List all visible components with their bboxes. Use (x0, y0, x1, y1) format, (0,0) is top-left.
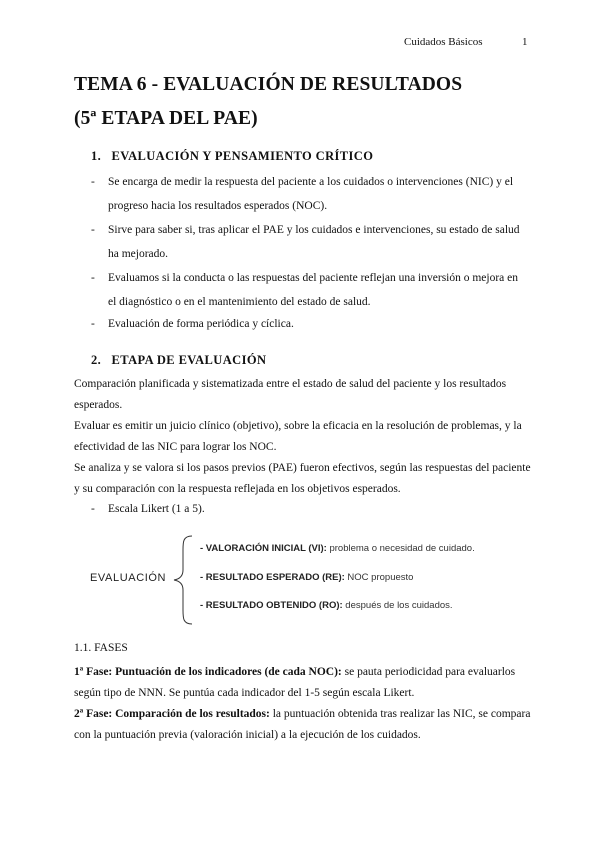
diagram-item-ro (200, 600, 453, 611)
diagram-label: EVALUACIÓN (90, 572, 167, 584)
diagram-item-re (200, 572, 413, 583)
fase-2-text: la puntuación obtenida tras realizar las NIC, se compara con la puntuación previa (valoración inicial) a la ejecución de los cuidados. (74, 708, 531, 741)
diagram-item-ro-desc: después de los cuidados. (342, 600, 453, 611)
list-item: - Evaluamos si la conducta o las respuestas del paciente reflejan una inversión o mejora en el diagnóstico o en el mantenimiento del estado de salud. (0, 266, 528, 314)
document-subtitle: (5ª ETAPA DEL PAE) (74, 108, 258, 129)
diagram-item-ro-term: - RESULTADO OBTENIDO (RO): (200, 600, 343, 611)
paragraph: Comparación planificada y sistematizada entre el estado de salud del paciente y los resultados esperados. (74, 378, 507, 411)
header-title: Cuidados Básicos (404, 36, 483, 48)
page-number: 1 (522, 36, 528, 48)
section-2-title: ETAPA DE EVALUACIÓN (111, 353, 267, 367)
fase-1-text: se pauta periodicidad para evaluarlos según tipo de NNN. Se puntúa cada indicador del 1-5 según escala Likert. (74, 666, 516, 699)
list-item: - Se encarga de medir la respuesta del paciente a los cuidados o intervenciones (NIC) y el progreso hacia los resultados esperados (NOC). (0, 170, 528, 218)
curly-brace-icon (170, 532, 200, 628)
fase-2-term: 2ª Fase: Comparación de los resultados: (74, 708, 270, 720)
diagram-item-vi (200, 543, 475, 554)
diagram-item-re-term: - RESULTADO ESPERADO (RE): (200, 572, 345, 583)
page-header (0, 36, 600, 52)
section-1-heading (91, 149, 373, 164)
section-2-number: 2. (91, 353, 102, 367)
section-1-bullet-list (0, 170, 528, 334)
section-2-bullet-list (0, 497, 528, 521)
section-2-heading (91, 353, 266, 368)
section-1-title: EVALUACIÓN Y PENSAMIENTO CRÍTICO (111, 149, 374, 163)
paragraph: Evaluar es emitir un juicio clínico (objetivo), sobre la eficacia en la resolución de problemas, y la efectividad de las NIC para lograr los NOC. (74, 420, 522, 453)
fase-1-paragraph (74, 662, 534, 704)
list-item: - Evaluación de forma periódica y cíclica. (0, 314, 528, 334)
list-item: - Escala Likert (1 a 5). (0, 497, 528, 521)
section-1-number: 1. (91, 149, 102, 163)
diagram-item-re-desc: NOC propuesto (344, 572, 414, 583)
document-title: TEMA 6 - EVALUACIÓN DE RESULTADOS (74, 74, 463, 95)
diagram-item-vi-desc: problema o necesidad de cuidado. (326, 543, 475, 554)
fase-1-term: 1ª Fase: Puntuación de los indicadores (de cada NOC): (74, 666, 342, 678)
diagram-item-vi-term: - VALORACIÓN INICIAL (VI): (200, 543, 327, 554)
list-item: - Sirve para saber si, tras aplicar el PAE y los cuidados e intervenciones, su estado de salud ha mejorado. (0, 218, 528, 266)
paragraph: Se analiza y se valora si los pasos previos (PAE) fueron efectivos, según las respuestas del paciente y su comparación con la respuesta reflejada en los objetivos esperados. (74, 462, 531, 495)
fases-heading: 1.1. FASES (74, 642, 128, 654)
fase-2-paragraph (74, 704, 534, 746)
evaluation-diagram (90, 532, 510, 628)
